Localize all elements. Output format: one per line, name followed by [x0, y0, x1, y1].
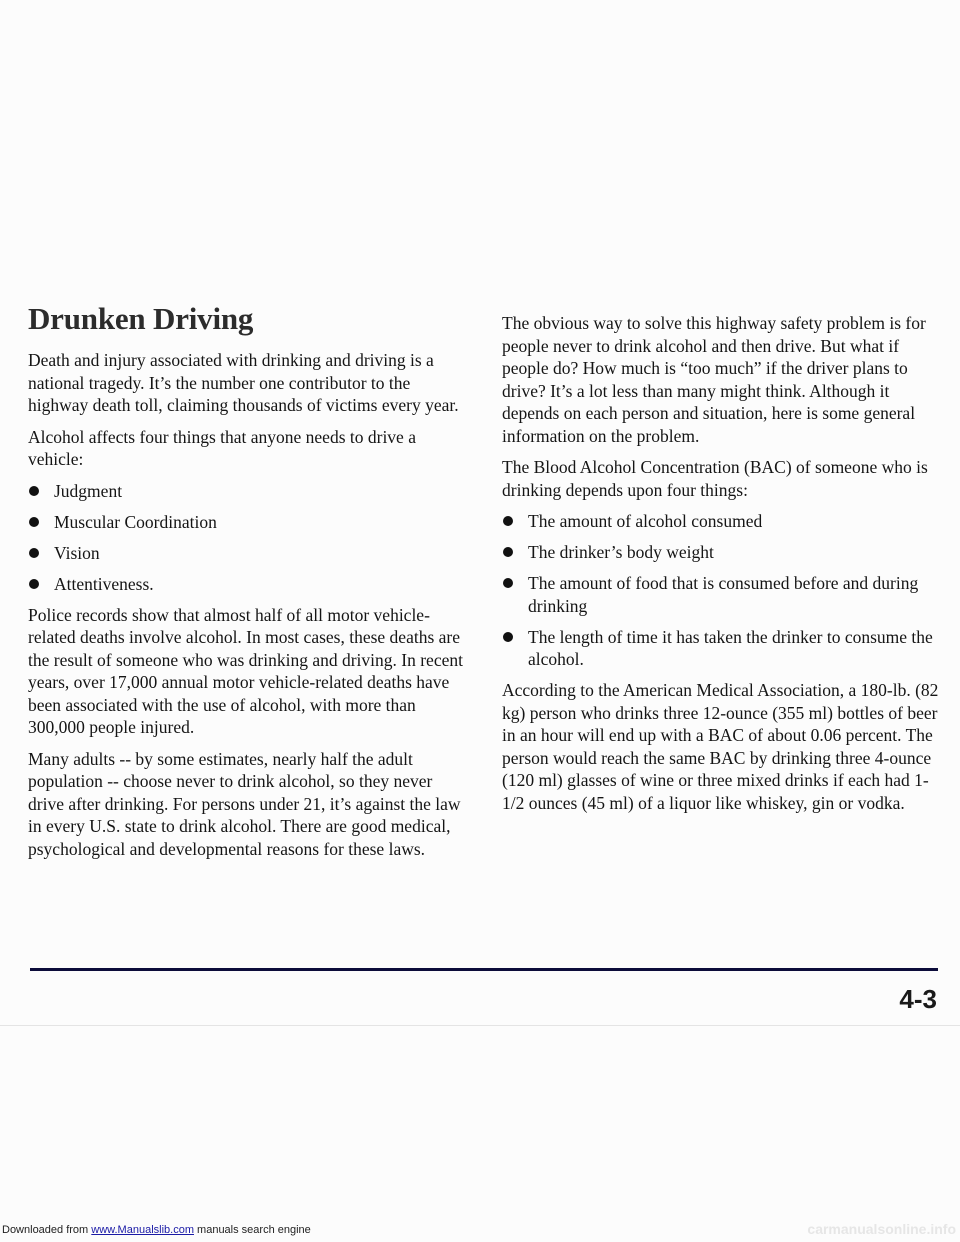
bullet-icon [29, 486, 39, 496]
page-rule [30, 968, 938, 971]
list-item: Muscular Coordination [28, 511, 468, 534]
list-item: Judgment [28, 480, 468, 503]
bullet-icon [29, 579, 39, 589]
bullet-icon [503, 547, 513, 557]
list-item: Vision [28, 542, 468, 565]
section-heading: Drunken Driving [28, 301, 254, 336]
bac-factors-list [502, 510, 942, 671]
ama-paragraph: According to the American Medical Association, a 180-lb. (82 kg) person who drinks three 12-ounce (355 ml) bottles of beer in an hour will end up with a BAC of about 0.06 percent. The person would reach the same BAC by drinking three 4-ounce (120 ml) glasses of wine or three mixed drinks if each had 1-1/2 ounces (45 ml) of a liquor like whiskey, gin or vodka. [502, 680, 939, 813]
bac-paragraph: The Blood Alcohol Concentration (BAC) of someone who is drinking depends upon four things: [502, 457, 928, 500]
list-item: The drinker’s body weight [502, 541, 942, 564]
bullet-icon [29, 548, 39, 558]
alcohol-effects-paragraph: Alcohol affects four things that anyone needs to drive a vehicle: [28, 426, 416, 469]
intro-paragraph: Death and injury associated with drinking and driving is a national tragedy. It’s the number one contributor to the highway death toll, claiming thousands of victims every year. [28, 350, 459, 415]
list-item: The amount of alcohol consumed [502, 510, 942, 533]
footer-suffix: manuals search engine [193, 1224, 311, 1236]
watermark: carmanualsonline.info [807, 1221, 956, 1237]
left-column [28, 300, 468, 869]
manualslib-link[interactable]: www.Manualslib.com [91, 1224, 194, 1236]
bullet-icon [503, 632, 513, 642]
footer-prefix: Downloaded from [2, 1224, 92, 1236]
divider [0, 1025, 960, 1026]
alcohol-effects-list [28, 480, 468, 596]
bullet-icon [503, 516, 513, 526]
download-footer [2, 1224, 311, 1236]
bullet-icon [503, 578, 513, 588]
page-number: 4-3 [899, 984, 937, 1014]
many-adults-paragraph: Many adults -- by some estimates, nearly half the adult population -- choose never to drink alcohol, so they never drive after drinking. For persons under 21, it’s against the law in every U.S. state to drink alcohol. There are good medical, psychological and developmental reasons for these laws. [28, 748, 461, 859]
police-records-paragraph: Police records show that almost half of all motor vehicle-related deaths involve alcohol. In most cases, these deaths are the result of someone who was drinking and driving. In recent years, over 17,000 annual motor vehicle-related deaths have been associated with the use of alcohol, with more than 300,000 people injured. [28, 604, 463, 737]
right-column [502, 312, 942, 823]
list-item: Attentiveness. [28, 573, 468, 596]
bullet-icon [29, 517, 39, 527]
list-item: The amount of food that is consumed before and during drinking [502, 572, 942, 617]
solution-paragraph: The obvious way to solve this highway safety problem is for people never to drink alcohol and then drive. But what if people do? How much is “too much” if the driver plans to drive? It’s a lot less than many might think. Although it depends on each person and situation, here is some general information on the problem. [502, 313, 926, 446]
list-item: The length of time it has taken the drinker to consume the alcohol. [502, 626, 942, 671]
